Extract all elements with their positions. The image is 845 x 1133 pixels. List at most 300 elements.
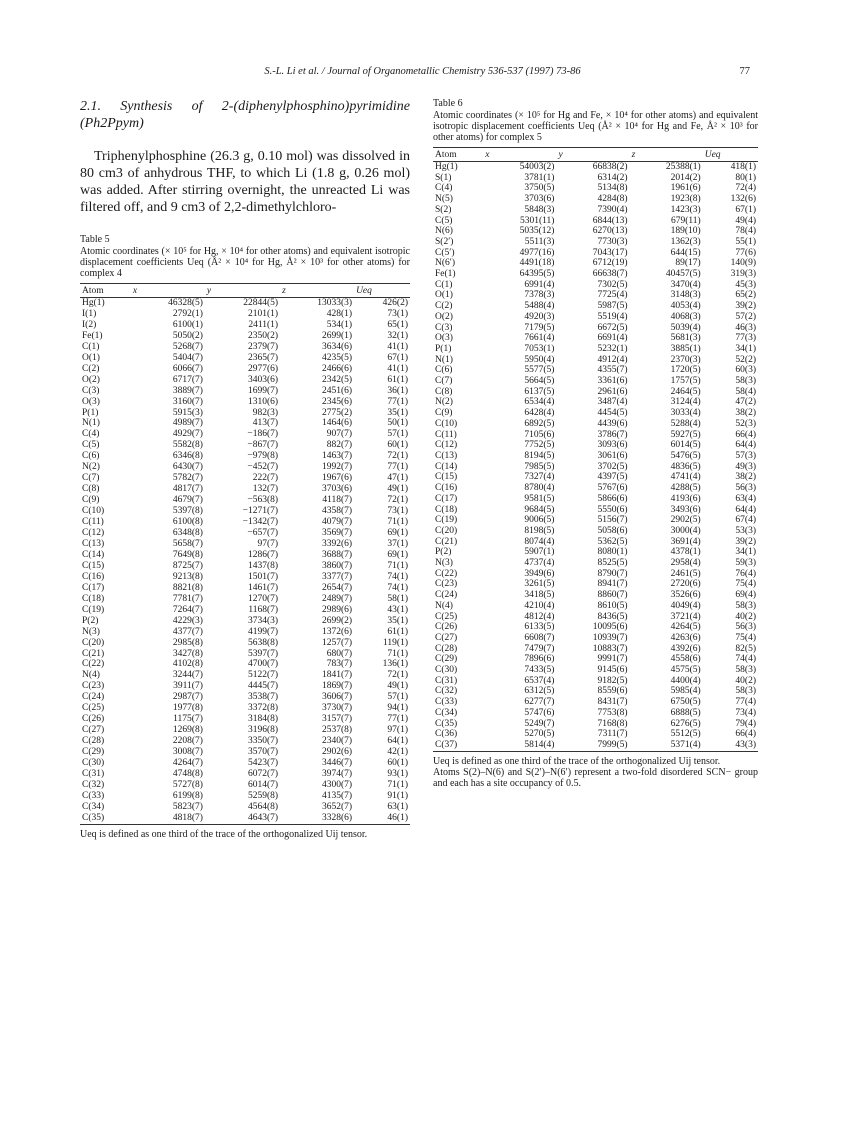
cell-ueq: 78(4) bbox=[735, 226, 756, 237]
cell-ueq: 56(3) bbox=[735, 622, 756, 633]
cell-y: 5866(6) bbox=[597, 493, 628, 504]
cell-z: 2699(2) bbox=[321, 615, 353, 626]
table-row bbox=[433, 323, 758, 334]
cell-ueq: 76(4) bbox=[735, 568, 756, 579]
cell-z: 3652(7) bbox=[321, 801, 353, 812]
cell-z: 1463(7) bbox=[321, 451, 353, 462]
cell-x: 8198(5) bbox=[524, 525, 555, 536]
cell-y: 5362(5) bbox=[597, 536, 628, 547]
cell-atom: C(11) bbox=[82, 517, 104, 528]
cell-z: 1464(6) bbox=[321, 418, 353, 429]
table5-col-ueq: Ueq bbox=[354, 284, 410, 298]
cell-z: 4288(5) bbox=[670, 483, 701, 494]
cell-atom: Hg(1) bbox=[82, 298, 105, 308]
cell-atom: C(25) bbox=[82, 703, 105, 714]
cell-atom: N(4) bbox=[435, 600, 453, 611]
cell-z: 2775(2) bbox=[321, 407, 353, 418]
cell-atom: C(7) bbox=[435, 376, 453, 387]
table-row bbox=[80, 298, 410, 309]
cell-z: 2720(6) bbox=[670, 579, 701, 590]
table-row bbox=[80, 495, 410, 506]
table-row bbox=[80, 440, 410, 451]
cell-atom: C(31) bbox=[82, 768, 105, 779]
cell-z: 2451(6) bbox=[321, 385, 353, 396]
cell-atom: C(30) bbox=[82, 758, 105, 769]
table-row bbox=[433, 505, 758, 516]
cell-x: 4920(3) bbox=[524, 311, 555, 322]
table-row bbox=[80, 528, 410, 539]
cell-x: 1175(7) bbox=[173, 714, 203, 725]
cell-ueq: 66(4) bbox=[735, 729, 756, 740]
cell-atom: N(2) bbox=[435, 397, 453, 408]
table-row bbox=[80, 594, 410, 605]
table-row bbox=[80, 375, 410, 386]
cell-y: 4643(7) bbox=[205, 813, 280, 824]
cell-z: 3730(7) bbox=[321, 703, 353, 714]
cell-atom: C(9) bbox=[82, 495, 100, 506]
cell-ueq: 34(1) bbox=[735, 547, 756, 558]
cell-ueq: 41(1) bbox=[387, 363, 408, 374]
table5-col-y: y bbox=[205, 284, 280, 298]
cell-y: 3487(4) bbox=[597, 397, 628, 408]
cell-y: 8559(6) bbox=[597, 686, 628, 697]
cell-y: 66638(7) bbox=[592, 269, 628, 280]
cell-atom: C(28) bbox=[435, 643, 458, 654]
cell-x: 6534(4) bbox=[524, 397, 555, 408]
cell-z: 1257(7) bbox=[321, 637, 353, 648]
cell-y: 3786(7) bbox=[597, 429, 628, 440]
cell-atom: O(1) bbox=[82, 352, 100, 363]
cell-x: 5050(2) bbox=[172, 330, 203, 341]
page-number: 77 bbox=[739, 66, 750, 77]
cell-ueq: 55(1) bbox=[735, 236, 756, 247]
cell-ueq: 72(1) bbox=[387, 451, 408, 462]
table-row bbox=[80, 309, 410, 320]
cell-atom: S(2′) bbox=[435, 236, 454, 247]
cell-x: 5814(4) bbox=[483, 740, 556, 751]
cell-x: 5577(5) bbox=[524, 365, 555, 376]
cell-z: 3860(7) bbox=[321, 560, 353, 571]
cell-x: 3427(8) bbox=[172, 648, 203, 659]
table-row bbox=[433, 216, 758, 227]
cell-atom: O(2) bbox=[435, 311, 453, 322]
cell-atom: C(19) bbox=[435, 515, 458, 526]
cell-ueq: 426(2) bbox=[382, 298, 408, 308]
cell-y: 7725(4) bbox=[597, 290, 628, 301]
cell-atom: O(1) bbox=[435, 290, 453, 301]
cell-atom: C(27) bbox=[435, 632, 458, 643]
cell-x: 7179(5) bbox=[524, 322, 555, 333]
cell-ueq: 41(1) bbox=[387, 341, 408, 352]
cell-y: 2961(6) bbox=[597, 386, 628, 397]
table6-label: Table 6 bbox=[433, 98, 463, 109]
cell-y: 7753(8) bbox=[597, 707, 628, 718]
cell-x: 6199(8) bbox=[172, 790, 203, 801]
cell-ueq: 64(1) bbox=[387, 736, 408, 747]
cell-ueq: 77(1) bbox=[387, 396, 408, 407]
cell-z: 4049(4) bbox=[670, 600, 701, 611]
cell-z: 1372(6) bbox=[321, 626, 353, 637]
cell-y: 5423(7) bbox=[247, 758, 279, 769]
table-row bbox=[433, 226, 758, 237]
cell-ueq: 77(1) bbox=[387, 714, 408, 725]
cell-z: 4068(3) bbox=[670, 311, 701, 322]
cell-ueq: 71(1) bbox=[387, 517, 408, 528]
cell-y: 3372(8) bbox=[247, 703, 279, 714]
cell-x: 9006(5) bbox=[524, 515, 555, 526]
cell-z: 3377(7) bbox=[321, 571, 353, 582]
cell-y: 4397(5) bbox=[597, 472, 628, 483]
cell-z: 5985(4) bbox=[670, 686, 701, 697]
cell-x: 8821(8) bbox=[172, 582, 203, 593]
cell-x: 5249(7) bbox=[524, 718, 555, 729]
cell-atom: N(6) bbox=[435, 226, 453, 237]
cell-x: 6346(8) bbox=[172, 451, 203, 462]
cell-x: 2985(8) bbox=[172, 637, 203, 648]
cell-z: 2958(4) bbox=[670, 558, 701, 569]
cell-y: 3403(6) bbox=[247, 374, 279, 385]
cell-y: 5638(8) bbox=[247, 637, 279, 648]
cell-x: 8725(7) bbox=[172, 560, 203, 571]
cell-atom: O(2) bbox=[82, 374, 100, 385]
cell-z: 3446(7) bbox=[321, 758, 353, 769]
cell-z: 907(7) bbox=[326, 429, 353, 440]
table-row bbox=[433, 269, 758, 280]
cell-ueq: 61(1) bbox=[387, 374, 408, 385]
cell-atom: S(2) bbox=[435, 204, 452, 215]
cell-z: 882(7) bbox=[326, 440, 353, 451]
cell-z: 5039(4) bbox=[670, 322, 701, 333]
cell-z: 1362(3) bbox=[670, 236, 701, 247]
cell-ueq: 50(1) bbox=[387, 418, 408, 429]
cell-z: 4358(7) bbox=[321, 506, 353, 517]
cell-x: 4679(7) bbox=[172, 495, 203, 506]
table-row bbox=[80, 802, 410, 813]
cell-atom: N(3) bbox=[435, 558, 453, 569]
cell-y: 9145(6) bbox=[597, 665, 628, 676]
cell-y: 6270(13) bbox=[592, 226, 628, 237]
cell-z: 2342(5) bbox=[321, 374, 353, 385]
table5-col-z: z bbox=[280, 284, 354, 298]
cell-x: 7781(7) bbox=[172, 593, 203, 604]
cell-x: 4264(7) bbox=[172, 758, 203, 769]
cell-z: 3688(7) bbox=[321, 549, 353, 560]
cell-z: 4378(1) bbox=[670, 547, 701, 558]
cell-ueq: 46(1) bbox=[354, 813, 410, 824]
table-row bbox=[80, 539, 410, 550]
cell-x: 7053(1) bbox=[524, 343, 555, 354]
cell-y: 4700(7) bbox=[247, 659, 279, 670]
table-row bbox=[80, 386, 410, 397]
cell-y: 4284(8) bbox=[597, 194, 628, 205]
cell-ueq: 119(1) bbox=[383, 637, 408, 648]
table-row bbox=[433, 644, 758, 655]
table6-header-row bbox=[433, 148, 758, 162]
table-row bbox=[433, 654, 758, 665]
cell-ueq: 47(2) bbox=[735, 397, 756, 408]
table-row bbox=[433, 333, 758, 344]
cell-y: 5134(8) bbox=[597, 183, 628, 194]
cell-y: 66838(2) bbox=[592, 162, 628, 172]
table-row bbox=[433, 462, 758, 473]
table5-caption: Atomic coordinates (× 10⁵ for Hg, × 10⁴ for other atoms) and equivalent isotropic displacement coefficients Ueq (Å² × 10⁴ for Hg, Å² × 10³ for other atoms) for complex 4 bbox=[80, 246, 410, 279]
table-row bbox=[80, 725, 410, 736]
cell-z: 3634(6) bbox=[321, 341, 353, 352]
cell-y: 6314(2) bbox=[597, 172, 628, 183]
cell-y: 4454(5) bbox=[597, 408, 628, 419]
table-row bbox=[433, 729, 758, 740]
cell-ueq: 47(1) bbox=[387, 473, 408, 484]
cell-z: 3721(4) bbox=[670, 611, 701, 622]
cell-ueq: 73(1) bbox=[387, 308, 408, 319]
cell-ueq: 73(4) bbox=[735, 707, 756, 718]
cell-z: 2537(8) bbox=[321, 725, 353, 736]
cell-atom: C(16) bbox=[435, 483, 458, 494]
cell-atom: C(29) bbox=[435, 654, 458, 665]
cell-x: 5848(3) bbox=[524, 204, 555, 215]
cell-x: 2792(1) bbox=[172, 308, 203, 319]
cell-atom: C(12) bbox=[82, 528, 105, 539]
table-row bbox=[433, 547, 758, 558]
table-row bbox=[80, 813, 410, 824]
table-row bbox=[433, 697, 758, 708]
cell-atom: C(7) bbox=[82, 473, 100, 484]
table6-col-z: z bbox=[630, 148, 703, 162]
cell-y: 4355(7) bbox=[597, 365, 628, 376]
cell-z: 1841(7) bbox=[321, 670, 353, 681]
cell-atom: C(8) bbox=[435, 386, 453, 397]
cell-z: 3974(7) bbox=[321, 768, 353, 779]
table-row bbox=[433, 633, 758, 644]
cell-x: 4929(7) bbox=[172, 429, 203, 440]
cell-x: 7264(7) bbox=[172, 604, 203, 615]
cell-atom: N(2) bbox=[82, 462, 100, 473]
cell-y: 10939(7) bbox=[592, 632, 628, 643]
cell-x: 5747(6) bbox=[524, 707, 555, 718]
cell-atom: C(36) bbox=[435, 729, 458, 740]
table-row bbox=[80, 418, 410, 429]
table-row bbox=[80, 561, 410, 572]
cell-atom: S(1) bbox=[435, 172, 452, 183]
cell-ueq: 72(1) bbox=[387, 670, 408, 681]
cell-ueq: 39(2) bbox=[735, 536, 756, 547]
cell-y: 5259(8) bbox=[247, 790, 279, 801]
table-row bbox=[80, 736, 410, 747]
cell-y: 10095(6) bbox=[592, 622, 628, 633]
table6 bbox=[433, 147, 758, 752]
table-row bbox=[80, 714, 410, 725]
table-row bbox=[80, 758, 410, 769]
cell-atom: I(2) bbox=[82, 319, 97, 330]
cell-y: 5550(6) bbox=[597, 504, 628, 515]
cell-y: 7999(5) bbox=[556, 740, 629, 751]
left-column bbox=[80, 98, 410, 840]
cell-atom: C(30) bbox=[435, 665, 458, 676]
cell-atom: Fe(1) bbox=[435, 269, 456, 280]
table-row bbox=[80, 638, 410, 649]
cell-y: 9991(7) bbox=[597, 654, 628, 665]
cell-ueq: 59(3) bbox=[735, 558, 756, 569]
cell-y: 3184(8) bbox=[247, 714, 279, 725]
running-head bbox=[0, 66, 845, 80]
table-row bbox=[433, 472, 758, 483]
cell-atom: O(3) bbox=[435, 333, 453, 344]
cell-ueq: 64(4) bbox=[735, 440, 756, 451]
cell-y: −563(8) bbox=[247, 495, 279, 506]
table-row bbox=[80, 616, 410, 627]
cell-atom: P(2) bbox=[82, 615, 99, 626]
cell-y: 1310(6) bbox=[247, 396, 279, 407]
cell-y: 2350(2) bbox=[247, 330, 279, 341]
cell-ueq: 49(3) bbox=[735, 461, 756, 472]
cell-atom: C(6) bbox=[82, 451, 100, 462]
cell-atom: C(2) bbox=[82, 363, 100, 374]
cell-z: 534(1) bbox=[326, 319, 353, 330]
table5-body bbox=[80, 298, 410, 825]
cell-atom: C(23) bbox=[82, 681, 105, 692]
table-row bbox=[433, 344, 758, 355]
table-row bbox=[80, 408, 410, 419]
cell-x: 4210(4) bbox=[524, 600, 555, 611]
cell-ueq: 60(3) bbox=[735, 365, 756, 376]
cell-z: 3526(6) bbox=[670, 590, 701, 601]
cell-y: 5232(1) bbox=[597, 343, 628, 354]
cell-x: 5268(7) bbox=[172, 341, 203, 352]
table-row bbox=[80, 747, 410, 758]
table-row bbox=[433, 419, 758, 430]
cell-ueq: 49(1) bbox=[387, 681, 408, 692]
cell-x: 6428(4) bbox=[524, 408, 555, 419]
cell-ueq: 52(3) bbox=[735, 418, 756, 429]
table-row bbox=[433, 665, 758, 676]
cell-atom: C(21) bbox=[435, 536, 458, 547]
cell-atom: C(22) bbox=[435, 568, 458, 579]
cell-z: 1923(8) bbox=[670, 194, 701, 205]
cell-z: 1992(7) bbox=[321, 462, 353, 473]
cell-z: 2654(7) bbox=[321, 582, 353, 593]
cell-atom: C(35) bbox=[80, 813, 131, 824]
cell-atom: C(37) bbox=[433, 740, 483, 751]
cell-atom: P(2) bbox=[435, 547, 452, 558]
cell-z: 6014(5) bbox=[670, 440, 701, 451]
cell-x: 4102(8) bbox=[172, 659, 203, 670]
cell-atom: C(20) bbox=[82, 637, 105, 648]
cell-x: 8194(5) bbox=[524, 450, 555, 461]
cell-x: 5397(8) bbox=[172, 506, 203, 517]
table5-col-x: x bbox=[131, 284, 205, 298]
cell-atom: C(3) bbox=[82, 385, 100, 396]
cell-y: 7730(3) bbox=[597, 236, 628, 247]
cell-atom: N(1) bbox=[82, 418, 100, 429]
cell-atom: C(13) bbox=[435, 450, 458, 461]
table-row bbox=[80, 703, 410, 714]
cell-atom: C(10) bbox=[435, 418, 458, 429]
cell-x: 6348(8) bbox=[172, 528, 203, 539]
table-row bbox=[433, 162, 758, 173]
table6-caption: Atomic coordinates (× 10⁵ for Hg and Fe, × 10⁴ for other atoms) and equivalent isotropic displacement coefficients Ueq (Å² × 10⁴ for Hg and Fe, Å² × 10³ for other atoms) for complex 5 bbox=[433, 110, 758, 143]
cell-x: 9581(5) bbox=[524, 493, 555, 504]
cell-x: 6892(5) bbox=[524, 418, 555, 429]
cell-z: 2902(6) bbox=[321, 747, 353, 758]
table-row bbox=[433, 237, 758, 248]
cell-y: 8941(7) bbox=[597, 579, 628, 590]
cell-ueq: 63(1) bbox=[387, 801, 408, 812]
cell-z: 4400(4) bbox=[670, 675, 701, 686]
cell-x: 7433(5) bbox=[524, 665, 555, 676]
cell-z: 6888(5) bbox=[670, 707, 701, 718]
cell-y: 3196(8) bbox=[247, 725, 279, 736]
cell-y: 1699(7) bbox=[247, 385, 279, 396]
cell-y: 7390(4) bbox=[597, 204, 628, 215]
cell-atom: C(5) bbox=[82, 440, 100, 451]
cell-atom: C(18) bbox=[435, 504, 458, 515]
table-row bbox=[433, 686, 758, 697]
cell-y: 2101(1) bbox=[247, 308, 279, 319]
cell-z: 680(7) bbox=[326, 648, 353, 659]
cell-atom: C(14) bbox=[435, 461, 458, 472]
cell-ueq: 66(4) bbox=[735, 429, 756, 440]
cell-ueq: 38(2) bbox=[735, 408, 756, 419]
cell-y: 3538(7) bbox=[247, 692, 279, 703]
cell-z: 1720(5) bbox=[670, 365, 701, 376]
cell-x: 4812(4) bbox=[524, 611, 555, 622]
cell-ueq: 67(1) bbox=[735, 204, 756, 215]
cell-x: 5950(4) bbox=[524, 354, 555, 365]
cell-x: 5915(3) bbox=[172, 407, 203, 418]
cell-x: 5782(7) bbox=[172, 473, 203, 484]
cell-atom: C(15) bbox=[82, 560, 105, 571]
cell-z: 4135(7) bbox=[321, 790, 353, 801]
cell-atom: P(1) bbox=[435, 343, 452, 354]
cell-ueq: 56(3) bbox=[735, 483, 756, 494]
cell-ueq: 57(1) bbox=[387, 429, 408, 440]
table-row bbox=[433, 408, 758, 419]
cell-ueq: 136(1) bbox=[382, 659, 408, 670]
cell-x: 6133(5) bbox=[524, 622, 555, 633]
cell-z: 2699(1) bbox=[321, 330, 353, 341]
cell-ueq: 69(4) bbox=[735, 590, 756, 601]
cell-x: 3949(6) bbox=[524, 568, 555, 579]
cell-atom: C(33) bbox=[82, 790, 105, 801]
cell-atom: C(12) bbox=[435, 440, 458, 451]
cell-x: 8780(4) bbox=[524, 483, 555, 494]
cell-ueq: 58(3) bbox=[735, 665, 756, 676]
cell-x: 5488(4) bbox=[524, 301, 555, 312]
cell-z: 3328(6) bbox=[280, 813, 354, 824]
cell-y: 1286(7) bbox=[247, 549, 279, 560]
cell-y: 5767(6) bbox=[597, 483, 628, 494]
cell-ueq: 58(3) bbox=[735, 376, 756, 387]
cell-x: 4491(18) bbox=[519, 258, 555, 269]
cell-z: 1423(3) bbox=[670, 204, 701, 215]
cell-y: 4199(7) bbox=[247, 626, 279, 637]
cell-atom: Fe(1) bbox=[82, 330, 103, 341]
cell-x: 5658(7) bbox=[172, 538, 203, 549]
cell-x: 4817(7) bbox=[172, 484, 203, 495]
cell-ueq: 94(1) bbox=[387, 703, 408, 714]
cell-ueq: 71(1) bbox=[387, 560, 408, 571]
cell-x: 64395(5) bbox=[519, 269, 555, 280]
cell-z: 6276(5) bbox=[670, 718, 701, 729]
cell-z: 2461(5) bbox=[670, 568, 701, 579]
table6-col-x: x bbox=[483, 148, 556, 162]
cell-z: 2466(6) bbox=[321, 363, 353, 374]
cell-y: 5987(5) bbox=[597, 301, 628, 312]
cell-ueq: 77(4) bbox=[735, 697, 756, 708]
cell-z: 4558(6) bbox=[670, 654, 701, 665]
table6-footnote-1: Ueq is defined as one third of the trace of the orthogonalized Uij tensor. bbox=[433, 755, 721, 767]
cell-ueq: 39(2) bbox=[735, 301, 756, 312]
